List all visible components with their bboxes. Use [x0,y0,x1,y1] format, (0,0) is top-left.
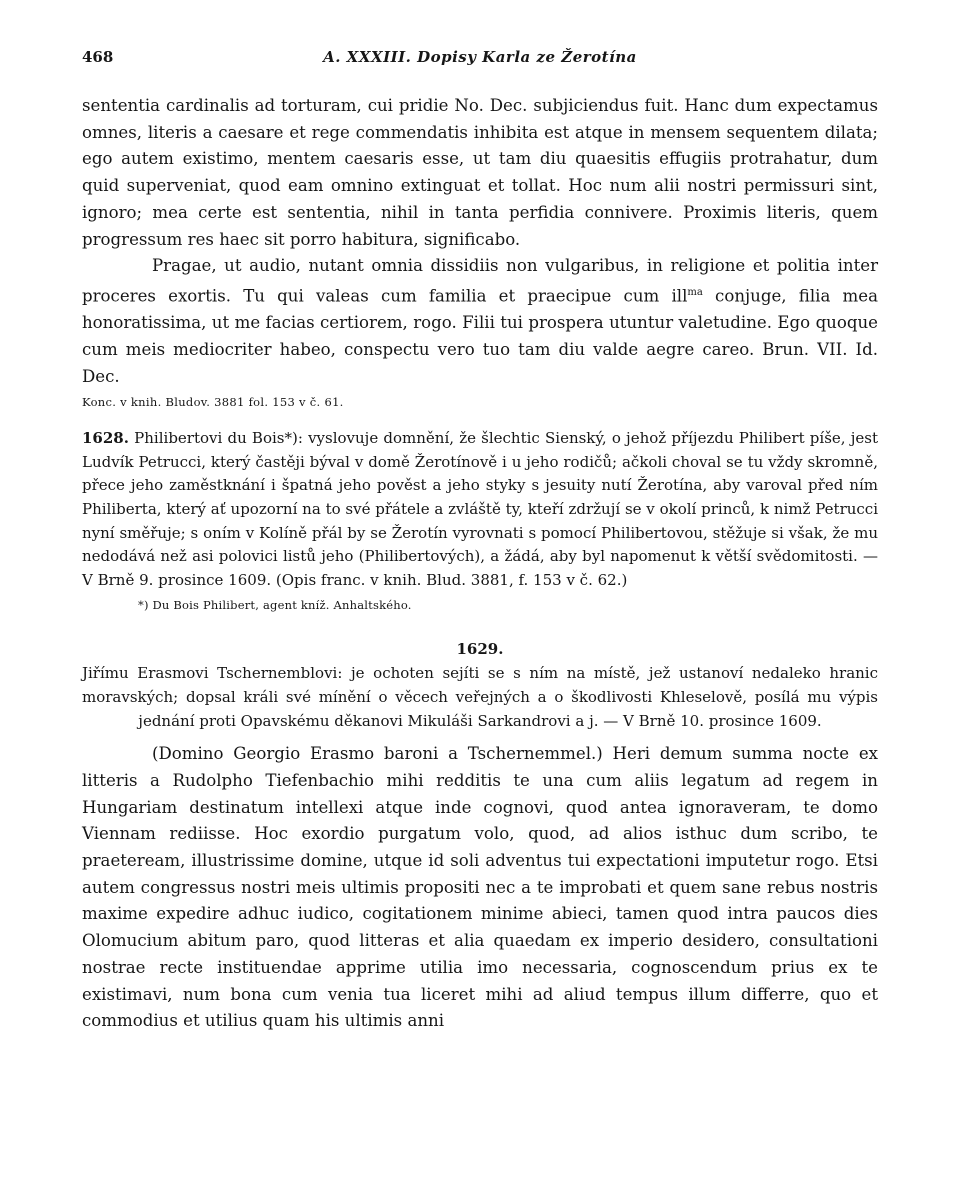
letter-continuation-paragraph: sententia cardinalis ad torturam, cui pridie No. Dec. subjiciendus fuit. Hanc dum expectamus omnes, literis a caesare et rege commendatis inhibita est atque in mensem sequentem dilata; ego autem existimo, mentem caesaris esse, ut tam diu quaesitis effugiis protrahatur, dum quid superveniat, quod eam omnino extinguat et tollat. Hoc num alii nostri permissuri sint, ignoro; mea certe est sententia, nihil in tanta perfidia connivere. Proximis literis, quem progressum res haec sit porro habitura, significabo. [82,96,878,249]
page-number: 468 [82,48,114,66]
closing-text-end: conjuge, filia mea honoratissima, ut me facias certiorem, rogo. Filii tui prospera utuntur valetudine. Ego quoque cum meis mediocriter habeo, conspectu vero tuo tam diu valde aegre careo. Brun. VII. Id. Dec. [82,286,879,386]
footnote: *) Du Bois Philibert, agent kníž. Anhaltského. [138,598,412,613]
source-citation: Konc. v knih. Bludov. 3881 fol. 153 v č. 61. [82,395,344,410]
page-header [82,38,878,68]
entry-1629-letter-text: (Domino Georgio Erasmo baroni a Tschernemmel.) Heri demum summa nocte ex litteris a Rudolpho Tiefenbachio mihi redditis te una cum aliis legatum ad regem in Hungariam destinatum intellexi atque inde cognovi, quod antea ignoraveram, te domo Viennam rediisse. Hoc exordio purgatum volo, quod, ad alios isthuc dum scribo, te praeteream, illustrissime domine, utque id soli adventus tui expectationi imputetur rogo. Etsi autem congressus nostri meis ultimis propositi nec a te improbati et quem sane rebus nostris maxime expedire adhuc iudico, cogitationem minime abieci, tamen quod intra paucos dies Olomucium abitum paro, quod litteras et alia quaedam ex imperio desidero, consultationi nostrae recte instituendae apprime utilia imo necessaria, cognoscendum prius ex te existimavi, num bona cum venia tua liceret mihi ad aliud tempus illum differre, quo et commodius et utilius quam his ultimis anni [82,744,878,1031]
entry-1628-summary: Philibertovi du Bois*): vyslovuje domnění, že šlechtic Sienský, o jehož příjezdu Philibert píše, jest Ludvík Petrucci, který častěji býval v domě Žerotínově i u jeho rodičů; ačkoli choval se tu vždy skromně, přece jeho zaměstknání i špatná jeho pověst a jeho styky s jesuity nutí Žerotína, aby varoval před ním Philiberta, který ať upozorní na to své přátele a zvláště ty, kteří zdržují se v okolí princů, k nimž Petrucci nyní směřuje; s oním v Kolíně přál by se Žerotín vyrovnati s pomocí Philibertovou, stěžuje si však, že mu nedodává než asi polovici listů jeho (Philibertových), a žádá, aby byl napomenut k větší svědomitosti. — V Brně 9. prosince 1609. (Opis franc. v knih. Blud. 3881, f. 153 v č. 62.) [82,429,878,589]
entry-1628-regest [82,427,878,592]
closing-text-start: Pragae, ut audio, nutant omnia dissidiis non vulgaribus, in religione et politia inter proceres exortis. Tu qui valeas cum familia et praecipue cum ill [82,256,878,306]
entry-1628-number: 1628. [82,429,129,448]
superscript-abbreviation: ma [687,286,703,298]
running-head: A. XXXIII. Dopisy Karla ze Žerotína [323,48,637,66]
letter-closing-paragraph [82,253,878,390]
entry-1629-number: 1629. [456,640,504,659]
entry-1629-regest: Jiřímu Erasmovi Tschernemblovi: je ochoten sejíti se s ním na místě, jež ustanoví nedaleko hranic moravských; dopsal králi své mínění o věcech veřejných a o škodlivosti Khleselově, posílá mu výpis jednání proti Opavskému děkanovi Mikuláši Sarkandrovi a j. — V Brně 10. prosince 1609. [82,664,878,730]
